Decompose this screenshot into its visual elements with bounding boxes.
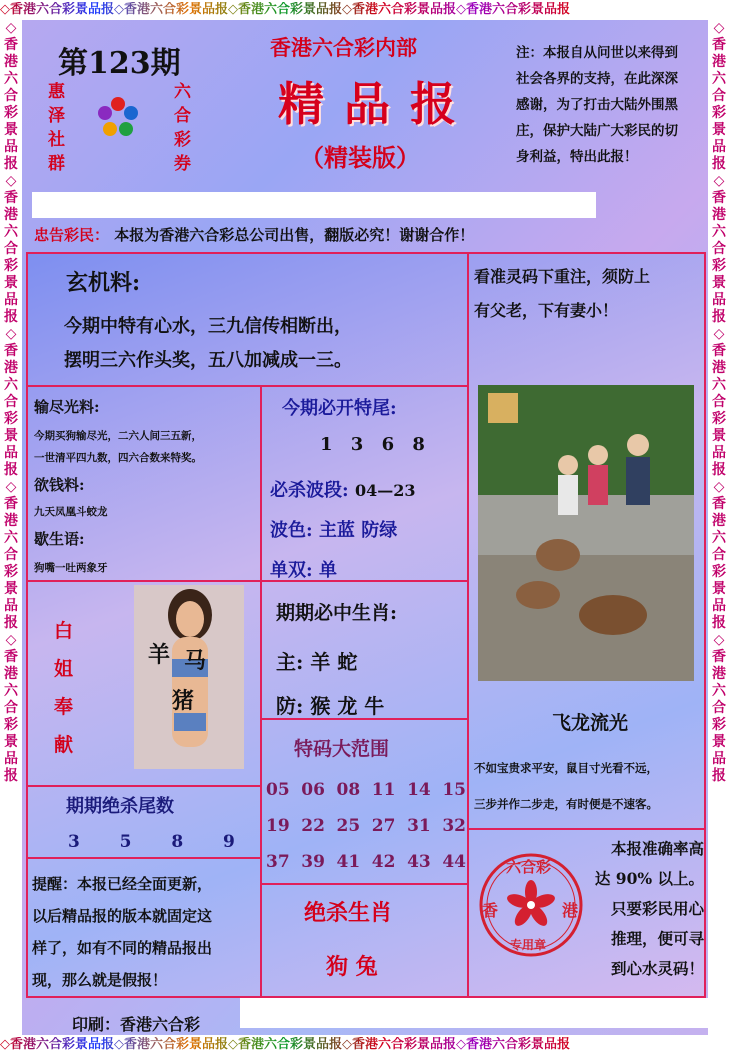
logo-left-char: 群 <box>48 154 65 174</box>
fanwei-cell: 41 <box>336 852 361 872</box>
jueshao-value: 狗 兔 <box>326 954 378 980</box>
logo-left-char: 惠 <box>48 82 65 102</box>
baijie-char: 白 <box>54 620 74 642</box>
shengxiao-main-label: 主: <box>276 650 304 674</box>
goat-photo <box>478 385 694 681</box>
fanwei-cell: 25 <box>336 816 361 836</box>
accuracy-line: 推理，便可寻 <box>610 929 704 948</box>
tixing-block <box>32 868 260 996</box>
divider <box>467 828 706 830</box>
shengxiao-main-value: 羊 蛇 <box>310 650 358 674</box>
right-border: ◇香港六合彩景品报◇香港六合彩景品报◇香港六合彩景品报◇香港六合彩景品报◇香港六合彩景品报 <box>708 20 730 1035</box>
bottom-border: ◇香港六合彩景品报◇香港六合彩景品报◇香港六合彩景品报◇香港六合彩景品报◇香港六合彩景品报 <box>0 1035 730 1055</box>
tixing-line: 现，那么就是假报！ <box>32 971 168 989</box>
divider <box>26 385 469 387</box>
shuqin-title: 输尽光料: <box>34 398 100 416</box>
fanwei-cell: 44 <box>442 852 466 872</box>
note-line: 感谢，为了打击大陆外围黑 <box>516 97 678 113</box>
zodiac-char: 马 <box>184 648 207 674</box>
fanwei-cell: 14 <box>407 780 431 800</box>
main-title: 精 品 报 <box>278 77 459 131</box>
xiesheng-text: 狗嘴一吐两象牙 <box>34 562 108 574</box>
baijie-char: 献 <box>54 734 74 756</box>
divider <box>26 857 262 859</box>
bisha-label: 必杀波段: <box>270 480 349 501</box>
tewei-title: 今期必开特尾: <box>282 398 397 419</box>
lottery-logo-icon <box>94 94 142 142</box>
baijie-char: 姐 <box>54 658 74 680</box>
top-border: ◇香港六合彩景品报◇香港六合彩景品报◇香港六合彩景品报◇香港六合彩景品报◇香港六合彩景品报 <box>0 0 730 20</box>
logo-right-char: 六 <box>174 82 191 102</box>
shengxiao-guard-value: 猴 龙 牛 <box>310 694 385 718</box>
top-right-line: 看准灵码下重注，须防上 <box>474 267 651 286</box>
feilong-line: 不如宝贵求平安，鼠目寸光看不远， <box>474 761 658 775</box>
note-line: 社会各界的支持，在此深深 <box>516 71 678 87</box>
logo-left-char: 社 <box>48 130 65 150</box>
seal-top: 六合彩 <box>506 858 552 876</box>
shengxiao-guard-label: 防: <box>276 694 304 718</box>
fanwei-cell: 42 <box>371 852 396 872</box>
header-note <box>516 40 706 170</box>
note-line: 庄，保护大陆广大彩民的切 <box>516 123 678 139</box>
tewei-numbers: 1 3 6 8 <box>320 434 431 455</box>
accuracy-line: 本报准确率高 <box>610 839 704 858</box>
danshuang-label: 单双: <box>270 560 313 581</box>
tixing-line: 样了，如有不同的精品报出 <box>32 939 213 957</box>
tixing-line: 提醒：本报已经全面更新， <box>32 875 213 893</box>
yuqian-text: 九天凤凰斗蛟龙 <box>34 506 108 518</box>
logo-left-text <box>48 80 78 176</box>
fanwei-cell: 19 <box>266 816 290 836</box>
bisha-line <box>270 476 415 502</box>
baijie-char: 奉 <box>54 696 74 718</box>
fanwei-row <box>266 816 466 852</box>
fanwei-cell: 22 <box>301 816 325 836</box>
logo-right-char: 券 <box>174 154 191 174</box>
accuracy-line: 到心水灵码！ <box>610 959 704 978</box>
weishu-title: 期期绝杀尾数 <box>66 796 174 817</box>
fanwei-cell: 37 <box>266 852 290 872</box>
warning-text: 本报为香港六合彩总公司出售，翻版必究！谢谢合作！ <box>114 226 475 244</box>
note-line: 注：本报自从问世以来得到 <box>516 45 678 61</box>
xiesheng-title: 歇生语: <box>34 530 85 548</box>
xuanji-line: 今期中特有心水，三九信传相断出， <box>64 316 352 337</box>
accuracy-block <box>576 834 704 984</box>
zodiac-char: 猪 <box>172 688 195 714</box>
tixing-line: 以后精品报的版本就固定这 <box>32 907 213 925</box>
note-line: 身利益，特出此报！ <box>516 149 638 165</box>
shuqin-line: 今期买狗输尽光，二六人间三五新， <box>34 430 202 442</box>
bose-label: 波色: <box>270 520 313 541</box>
fanwei-cell: 27 <box>371 816 396 836</box>
footer-printer: 印刷：香港六合彩 <box>72 1015 201 1034</box>
divider <box>260 385 262 998</box>
fanwei-cell: 39 <box>301 852 325 872</box>
fanwei-cell: 05 <box>266 780 290 800</box>
feilong-line: 三步并作二步走，有时便是不速客。 <box>474 797 658 811</box>
bisha-value: 04—23 <box>354 481 416 500</box>
warning-line <box>34 224 474 245</box>
fanwei-cell: 08 <box>336 780 361 800</box>
fanwei-row <box>266 780 466 816</box>
fanwei-row <box>266 852 466 888</box>
seal-bottom: 专用章 <box>510 938 547 952</box>
fanwei-cell: 06 <box>301 780 325 800</box>
shuqin-line: 一世清平四九数，四六合数来特奖。 <box>34 452 202 464</box>
fanwei-grid <box>266 780 466 888</box>
xuanji-line: 摆明三六作头奖，五八加减成一三。 <box>64 350 352 371</box>
model-photo <box>134 585 244 769</box>
fanwei-cell: 15 <box>442 780 466 800</box>
seal-right: 港 <box>562 901 579 920</box>
bose-main: 主蓝 <box>318 520 355 541</box>
divider <box>26 580 469 582</box>
weishu-numbers: 3 5 8 9 <box>68 832 235 852</box>
shengxiao-guard <box>276 690 384 719</box>
logo-right-text <box>174 80 204 176</box>
bose-guard: 防绿 <box>361 520 398 541</box>
xuanji-title: 玄机料: <box>66 270 141 296</box>
issue-number: 第123期 <box>58 46 181 81</box>
top-right-line: 有父老，下有妻小！ <box>474 301 619 320</box>
divider <box>467 252 469 998</box>
fanwei-cell: 11 <box>371 780 396 800</box>
subtitle: （精装版） <box>300 143 420 172</box>
yuqian-title: 欲钱料: <box>34 476 85 494</box>
danshuang-value: 单 <box>318 560 337 581</box>
seal-left: 香 <box>482 901 499 920</box>
fanwei-cell: 32 <box>442 816 466 836</box>
jueshao-title: 绝杀生肖 <box>304 900 393 926</box>
org-name: 香港六合彩内部 <box>270 35 417 60</box>
danshuang-line <box>270 556 337 582</box>
accuracy-line: 达 90% 以上。 <box>594 869 704 888</box>
blank-banner <box>32 192 596 218</box>
left-border: ◇香港六合彩景品报◇香港六合彩景品报◇香港六合彩景品报◇香港六合彩景品报◇香港六合彩景品报 <box>0 20 22 1035</box>
accuracy-line: 只要彩民用心 <box>610 899 704 918</box>
divider <box>26 785 262 787</box>
feilong-title: 飞龙流光 <box>552 712 629 734</box>
logo-right-char: 彩 <box>174 130 191 150</box>
shengxiao-main <box>276 646 357 675</box>
logo-right-char: 合 <box>174 106 191 126</box>
zodiac-char: 羊 <box>148 642 171 668</box>
baijie-vertical <box>54 612 80 764</box>
logo-left-char: 泽 <box>48 106 65 126</box>
bose-line <box>270 516 397 542</box>
fanwei-cell: 31 <box>407 816 431 836</box>
fanwei-cell: 43 <box>407 852 431 872</box>
fanwei-title: 特码大范围 <box>294 738 390 760</box>
footer-blank <box>240 998 724 1028</box>
shengxiao-title: 期期必中生肖: <box>276 602 398 624</box>
warning-label: 忠告彩民： <box>34 226 110 244</box>
